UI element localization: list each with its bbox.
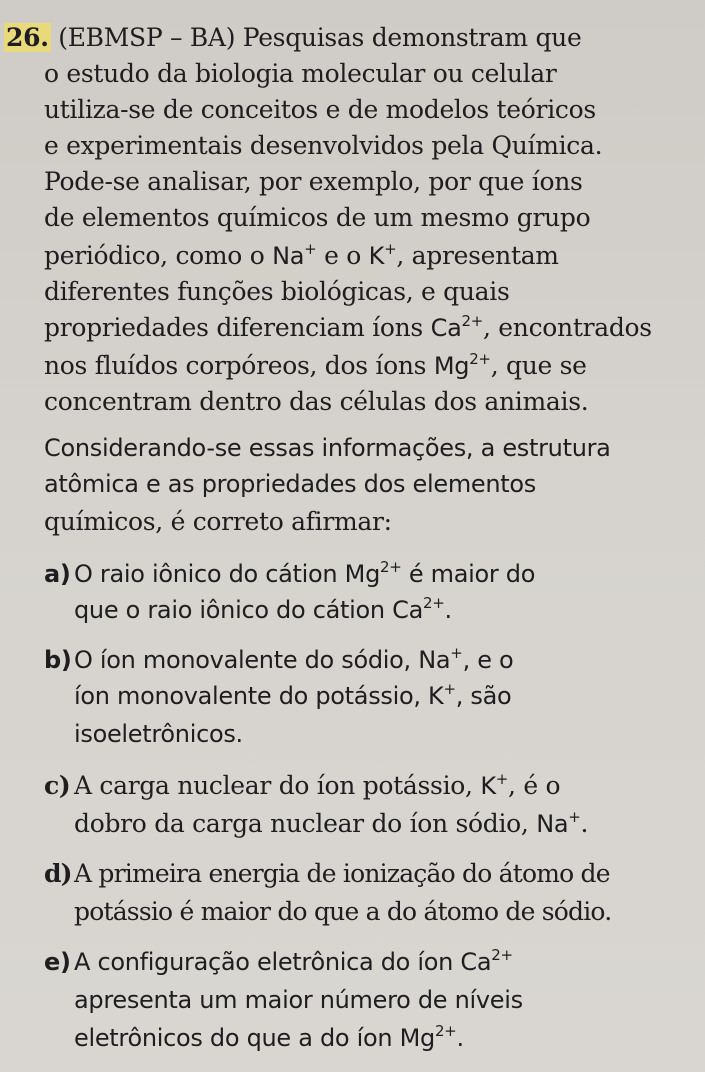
text-fragment: A primeira energia de ionização do átomo de <box>74 859 610 888</box>
ion-ca <box>392 596 444 624</box>
question-header-line <box>4 20 581 56</box>
text-fragment: . <box>456 1024 464 1052</box>
ion-k <box>369 242 397 270</box>
text-fragment: O íon monovalente do sódio, <box>74 646 419 674</box>
question-stem-line-4: e experimentais desenvolvidos pela Química. <box>44 131 603 160</box>
ion-charge: + <box>568 808 581 826</box>
ion-symbol: Na <box>272 242 305 270</box>
option-c-line-2 <box>74 806 588 842</box>
ion-symbol: Ca <box>392 596 423 624</box>
question-stem-line-2: o estudo da biologia molecular ou celular <box>44 59 557 88</box>
question-stem-line-6: de elementos químicos de um mesmo grupo <box>44 203 591 232</box>
option-b-line-2 <box>74 678 511 714</box>
ion-charge: 2+ <box>491 946 513 964</box>
option-letter: c) <box>44 771 71 800</box>
ion-k <box>428 682 456 710</box>
option-d[interactable] <box>44 856 610 892</box>
text-fragment: A configuração eletrônica do íon <box>74 948 461 976</box>
text-fragment: dobro da carga nuclear do íon sódio, <box>74 809 537 838</box>
text-fragment: . <box>580 809 589 838</box>
ion-charge: + <box>450 644 463 662</box>
question-prompt-line-3: químicos, é correto afirmar: <box>44 507 392 536</box>
text-fragment: e o <box>316 241 369 270</box>
text-fragment: que o raio iônico do cátion <box>74 596 393 624</box>
text-fragment: A carga nuclear do íon potássio, <box>74 771 481 800</box>
ion-na <box>536 810 580 838</box>
option-b-line-3: isoeletrônicos. <box>74 720 243 748</box>
option-letter: d) <box>44 859 72 888</box>
question-stem-line-9 <box>44 310 652 346</box>
question-stem-line-10 <box>44 348 587 384</box>
ion-ca <box>431 314 483 342</box>
ion-symbol: Mg <box>399 1024 435 1052</box>
option-letter: a) <box>44 560 71 588</box>
ion-symbol: K <box>480 772 496 800</box>
question-prompt-line-1: Considerando-se essas informações, a estrutura <box>44 434 611 462</box>
ion-mg <box>434 352 491 380</box>
option-letter: b) <box>44 646 72 674</box>
ion-charge: 2+ <box>380 558 402 576</box>
text-fragment: . <box>444 596 452 624</box>
ion-symbol: K <box>428 682 444 710</box>
question-stem-line-3: utiliza-se de conceitos e de modelos teóricos <box>44 95 596 124</box>
question-stem-line-7 <box>44 238 559 274</box>
ion-symbol: Ca <box>430 314 462 342</box>
ion-k <box>480 772 508 800</box>
option-e-line-2: apresenta um maior número de níveis <box>74 986 523 1014</box>
ion-symbol: Mg <box>433 352 470 380</box>
ion-symbol: Na <box>536 810 569 838</box>
ion-symbol: Ca <box>460 948 492 976</box>
text-fragment: nos fluídos corpóreos, dos íons <box>44 351 434 380</box>
question-stem-line-1: (EBMSP – BA) Pesquisas demonstram que <box>58 23 582 52</box>
option-e[interactable] <box>44 944 513 980</box>
question-number: 26. <box>6 23 49 52</box>
text-fragment: , apresentam <box>396 241 559 270</box>
option-b[interactable] <box>44 642 513 678</box>
text-fragment: periódico, como o <box>44 241 273 270</box>
ion-symbol: Mg <box>344 560 381 588</box>
ion-charge: 2+ <box>461 312 483 330</box>
ion-ca <box>460 948 512 976</box>
question-stem-line-11: concentram dentro das células dos animais. <box>44 387 589 416</box>
ion-charge: + <box>384 240 397 258</box>
text-fragment: é maior do <box>401 560 536 588</box>
option-a-line-2 <box>74 592 452 628</box>
ion-charge: + <box>443 680 456 698</box>
option-d-line-2: potássio é maior do que a do átomo de sódio. <box>74 897 612 926</box>
ion-symbol: Na <box>418 646 451 674</box>
option-letter: e) <box>44 948 71 976</box>
ion-charge: + <box>304 240 317 258</box>
text-fragment: , que se <box>490 351 587 380</box>
option-e-line-3 <box>74 1020 464 1056</box>
question-stem-line-5: Pode-se analisar, por exemplo, por que íons <box>44 167 583 196</box>
ion-na <box>272 242 316 270</box>
text-fragment: O raio iônico do cátion <box>74 560 345 588</box>
question-stem-line-8: diferentes funções biológicas, e quais <box>44 277 510 306</box>
ion-na <box>418 646 462 674</box>
question-prompt-line-2: atômica e as propriedades dos elementos <box>44 470 536 498</box>
option-a[interactable] <box>44 556 535 592</box>
text-fragment: , e o <box>462 646 514 674</box>
text-fragment: , são <box>455 682 512 710</box>
text-fragment: , é o <box>508 771 561 800</box>
text-fragment: íon monovalente do potássio, <box>74 682 429 710</box>
text-fragment: propriedades diferenciam íons <box>44 313 431 342</box>
text-fragment: , encontrados <box>483 313 652 342</box>
ion-charge: 2+ <box>434 1022 457 1040</box>
ion-charge: 2+ <box>422 594 445 612</box>
option-c[interactable] <box>44 768 560 804</box>
ion-symbol: K <box>368 242 385 270</box>
ion-mg <box>400 1024 457 1052</box>
ion-charge: + <box>495 770 509 788</box>
ion-mg <box>345 560 402 588</box>
ion-charge: 2+ <box>469 350 491 368</box>
text-fragment: eletrônicos do que a do íon <box>74 1024 400 1052</box>
